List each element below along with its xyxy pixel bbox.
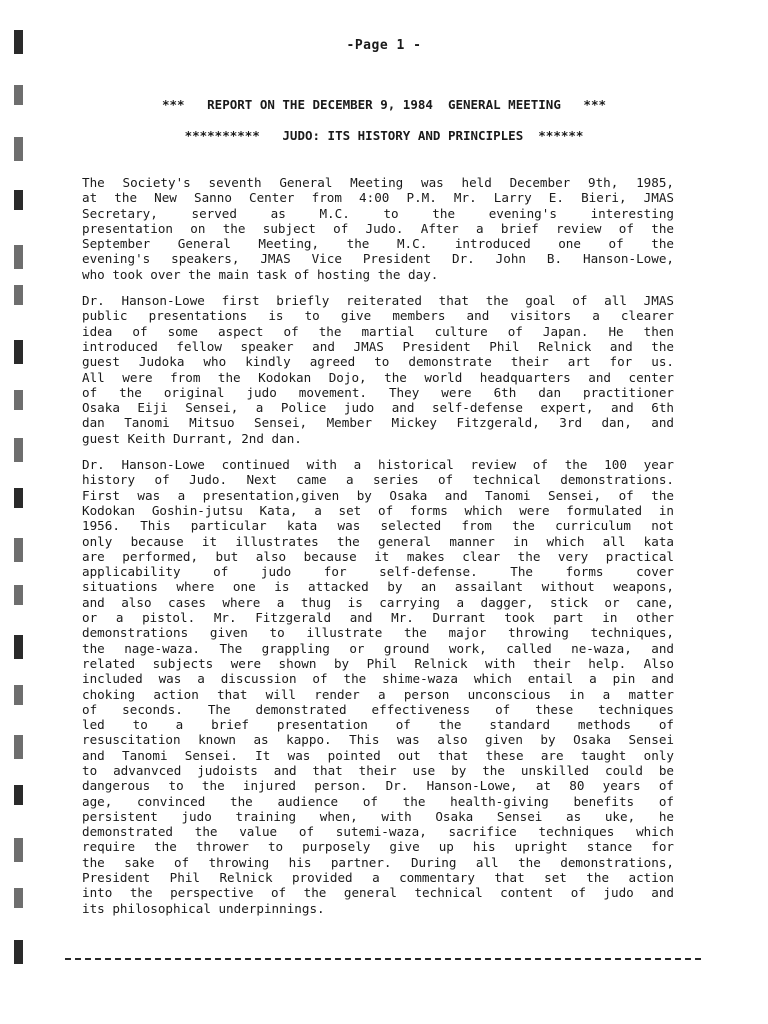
- text-line: or a pistol. Mr. Fitzgerald and Mr. Durrant took part in other: [82, 610, 674, 626]
- page-number: -Page 1 -: [346, 38, 422, 53]
- text-line: included was a discussion of the shime-waza which entail a pin and: [82, 671, 674, 687]
- text-line: who took over the main task of hosting the day.: [82, 266, 439, 282]
- text-line: require the thrower to purposely give up his upright stance for: [82, 839, 674, 855]
- text-line: related subjects were shown by Phil Relnick with their help. Also: [82, 655, 674, 671]
- text-line: the sake of throwing his partner. During all the demonstrations,: [82, 854, 674, 870]
- text-line: evening's speakers, JMAS Vice President Dr. John B. Hanson-Lowe,: [82, 251, 674, 267]
- binder-mark: [14, 685, 23, 705]
- binder-mark: [14, 888, 23, 908]
- text-line: presentation on the subject of Judo. After a brief review of the: [82, 220, 674, 236]
- binder-mark: [14, 390, 23, 410]
- text-line: guest Judoka who kindly agreed to demonstrate their art for us.: [82, 354, 674, 370]
- text-line: age, convinced the audience of the health-giving benefits of: [82, 793, 674, 809]
- report-body: [82, 175, 674, 916]
- binder-mark: [14, 245, 23, 269]
- text-line: led to a brief presentation of the standard methods of: [82, 717, 674, 733]
- paragraph: [82, 175, 674, 282]
- text-line: the nage-waza. The grappling or ground work, called ne-waza, and: [82, 640, 674, 656]
- text-line: are performed, but also because it makes clear the very practical: [82, 548, 674, 564]
- binder-mark: [14, 190, 23, 210]
- binder-mark: [14, 785, 23, 805]
- text-line: choking action that will render a person unconscious in a matter: [82, 686, 674, 702]
- text-line: Dr. Hanson-Lowe first briefly reiterated that the goal of all JMAS: [82, 293, 674, 309]
- text-line: at the New Sanno Center from 4:00 P.M. Mr. Larry E. Bieri, JMAS: [82, 190, 674, 206]
- text-line: resuscitation known as kappo. This was also given by Osaka Sensei: [82, 732, 674, 748]
- binder-mark: [14, 340, 23, 364]
- paragraph: [82, 293, 674, 446]
- binder-mark: [14, 538, 23, 562]
- binder-mark: [14, 488, 23, 508]
- text-line: Dr. Hanson-Lowe continued with a historical review of the 100 year: [82, 457, 674, 473]
- text-line: dan Tanomi Mitsuo Sensei, Member Mickey Fitzgerald, 3rd dan, and: [82, 415, 674, 431]
- text-line: First was a presentation,given by Osaka and Tanomi Sensei, of the: [82, 487, 674, 503]
- text-line: only because it illustrates the general manner in which all kata: [82, 533, 674, 549]
- text-line: Kodokan Goshin-jutsu Kata, a set of forms which were formulated in: [82, 502, 674, 518]
- text-line: applicability of judo for self-defense. The forms cover: [82, 564, 674, 580]
- text-line: its philosophical underpinnings.: [82, 900, 325, 916]
- text-line: guest Keith Durrant, 2nd dan.: [82, 430, 302, 446]
- text-line: to advanvced judoists and that their use by the unskilled could be: [82, 762, 674, 778]
- text-line: 1956. This particular kata was selected from the curriculum not: [82, 518, 674, 534]
- binder-mark: [14, 285, 23, 305]
- binder-mark: [14, 940, 23, 964]
- text-line: introduced fellow speaker and JMAS President Phil Relnick and the: [82, 338, 674, 354]
- text-line: Secretary, served as M.C. to the evening's interesting: [82, 205, 674, 221]
- text-line: demonstrated the value of sutemi-waza, sacrifice techniques which: [82, 824, 674, 840]
- binder-mark: [14, 635, 23, 659]
- binder-mark: [14, 735, 23, 759]
- text-line: of seconds. The demonstrated effectiveness of these techniques: [82, 701, 674, 717]
- report-subtitle: ********** JUDO: ITS HISTORY AND PRINCIPLES ******: [184, 128, 584, 143]
- text-line: September General Meeting, the M.C. introduced one of the: [82, 236, 674, 252]
- text-line: dangerous to the injured person. Dr. Hanson-Lowe, at 80 years of: [82, 778, 674, 794]
- text-line: persistent judo training when, with Osaka Sensei as uke, he: [82, 808, 674, 824]
- text-line: demonstrations given to illustrate the major throwing techniques,: [82, 625, 674, 641]
- dashed-divider: [65, 958, 701, 960]
- binder-margin-marks: [14, 30, 24, 980]
- text-line: All were from the Kodokan Dojo, the world headquarters and center: [82, 369, 674, 385]
- text-line: history of Judo. Next came a series of technical demonstrations.: [82, 472, 674, 488]
- text-line: and Tanomi Sensei. It was pointed out that these are taught only: [82, 747, 674, 763]
- paragraph: [82, 457, 674, 916]
- report-title: *** REPORT ON THE DECEMBER 9, 1984 GENERAL MEETING ***: [161, 97, 606, 112]
- binder-mark: [14, 438, 23, 462]
- text-line: of the original judo movement. They were 6th dan practitioner: [82, 384, 674, 400]
- text-line: idea of some aspect of the martial culture of Japan. He then: [82, 323, 674, 339]
- binder-mark: [14, 585, 23, 605]
- text-line: situations where one is attacked by an assailant without weapons,: [82, 579, 674, 595]
- binder-mark: [14, 838, 23, 862]
- text-line: President Phil Relnick provided a commentary that set the action: [82, 870, 674, 886]
- text-line: public presentations is to give members and visitors a clearer: [82, 308, 674, 324]
- text-line: The Society's seventh General Meeting was held December 9th, 1985,: [82, 175, 674, 190]
- text-line: into the perspective of the general technical content of judo and: [82, 885, 674, 901]
- text-line: Osaka Eiji Sensei, a Police judo and self-defense expert, and 6th: [82, 400, 674, 416]
- text-line: and also cases where a thug is carrying a dagger, stick or cane,: [82, 594, 674, 610]
